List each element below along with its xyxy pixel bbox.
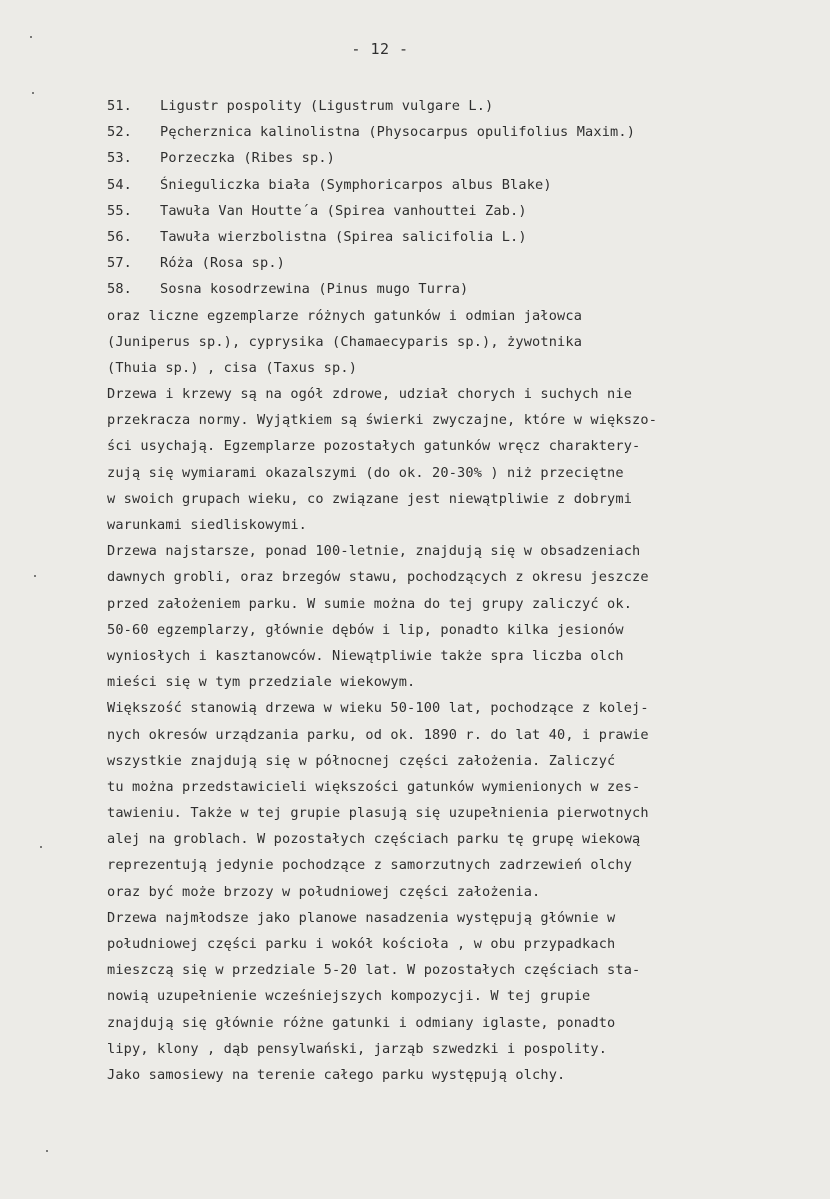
body-line: (Thuia sp.) , cisa (Taxus sp.) [107, 359, 358, 376]
list-item [107, 224, 807, 250]
body-line: tu można przedstawicieli większości gatunków wymienionych w zes- [107, 778, 641, 795]
body-line: Większość stanowią drzewa w wieku 50-100 lat, pochodzące z kolej- [107, 700, 649, 717]
list-item-number: 57. [107, 255, 133, 272]
body-line: mieści się w tym przedziale wiekowym. [107, 674, 416, 691]
body-line: warunkami siedliskowymi. [107, 517, 308, 533]
list-item [107, 250, 807, 276]
body-line: południowej części parku i wokół kościoła , w obu przypadkach [107, 936, 616, 952]
list-item-number: 55. [107, 202, 133, 219]
page-number: - 12 - [351, 40, 409, 58]
body-line: (Juniperus sp.), cyprysika (Chamaecyparis sp.), żywotnika [107, 333, 583, 350]
body-line: mieszczą się w przedziale 5-20 lat. W pozostałych częściach sta- [107, 962, 641, 979]
body-line: tawieniu. Także w tej grupie plasują się uzupełnienia pierwotnych [107, 805, 649, 822]
body-line: wszystkie znajdują się w północnej części założenia. Zaliczyć [107, 752, 616, 769]
scan-speck [46, 1150, 48, 1152]
body-line: dawnych grobli, oraz brzegów stawu, pochodzących z okresu jeszcze [107, 569, 649, 586]
body-line: Drzewa i krzewy są na ogół zdrowe, udział chorych i suchych nie [107, 386, 633, 403]
body-line: Drzewa najstarsze, ponad 100-letnie, znajdują się w obsadzeniach [107, 543, 641, 560]
body-line: oraz być może brzozy w południowej części założenia. [107, 883, 541, 900]
list-item-text: Porzeczka (Ribes sp.) [160, 150, 336, 167]
list-item-number: 51. [107, 98, 133, 114]
body-line: znajdują się głównie różne gatunki i odmiany iglaste, ponadto [107, 1014, 616, 1031]
body-line: przed założeniem parku. W sumie można do tej grupy zaliczyć ok. [107, 595, 633, 612]
list-item-number: 53. [107, 150, 133, 167]
list-item [107, 276, 807, 302]
body-line: reprezentują jedynie pochodzące z samorzutnych zadrzewień olchy [107, 857, 633, 874]
list-item-number: 58. [107, 281, 133, 298]
scan-speck [30, 36, 32, 38]
list-item-text: Ligustr pospolity (Ligustrum vulgare L.) [160, 98, 494, 114]
body-line: wyniosłych i kasztanowców. Niewątpliwie także spra liczba olch [107, 647, 624, 664]
list-item-text: Sosna kosodrzewina (Pinus mugo Turra) [160, 281, 469, 298]
body-line: Drzewa najmłodsze jako planowe nasadzenia występują głównie w [107, 909, 616, 926]
list-item-text: Tawuła Van Houtte´a (Spirea vanhouttei Zab.) [160, 202, 527, 219]
list-item [107, 198, 807, 224]
list-item-text: Tawuła wierzbolistna (Spirea salicifolia L.) [160, 228, 527, 245]
body-line: nowią uzupełnienie wcześniejszych kompozycji. W tej grupie [107, 988, 591, 1005]
list-item-number: 56. [107, 228, 133, 245]
body-line: zują się wymiarami okazalszymi (do ok. 20-30% ) niż przeciętne [107, 464, 624, 481]
body-line: 50-60 egzemplarzy, głównie dębów i lip, ponadto kilka jesionów [107, 621, 624, 638]
body-line: lipy, klony , dąb pensylwański, jarząb szwedzki i pospolity. [107, 1040, 608, 1057]
list-item-number: 52. [107, 124, 133, 141]
list-item [107, 93, 807, 119]
body-line: oraz liczne egzemplarze różnych gatunków i odmian jałowca [107, 307, 583, 324]
body-line: alej na groblach. W pozostałych częściach parku tę grupę wiekową [107, 831, 641, 848]
list-item-text: Pęcherznica kalinolistna (Physocarpus opulifolius Maxim.) [160, 124, 636, 141]
list-item [107, 119, 807, 145]
scan-speck [34, 575, 36, 577]
body-line: w swoich grupach wieku, co związane jest niewątpliwie z dobrymi [107, 490, 633, 507]
body-line: Jako samosiewy na terenie całego parku występują olchy. [107, 1066, 566, 1083]
scan-speck [32, 92, 34, 94]
body-line: przekracza normy. Wyjątkiem są świerki zwyczajne, które w większo- [107, 412, 658, 429]
text-block [107, 93, 807, 1088]
list-item-text: Śnieguliczka biała (Symphoricarpos albus Blake) [160, 176, 552, 193]
list-item [107, 145, 807, 171]
body-line: ści usychają. Egzemplarze pozostałych gatunków wręcz charaktery- [107, 438, 641, 455]
body-line: nych okresów urządzania parku, od ok. 1890 r. do lat 40, i prawie [107, 726, 649, 743]
list-item [107, 172, 807, 198]
scan-speck [40, 846, 42, 848]
list-item-number: 54. [107, 176, 133, 193]
list-item-text: Róża (Rosa sp.) [160, 255, 286, 272]
